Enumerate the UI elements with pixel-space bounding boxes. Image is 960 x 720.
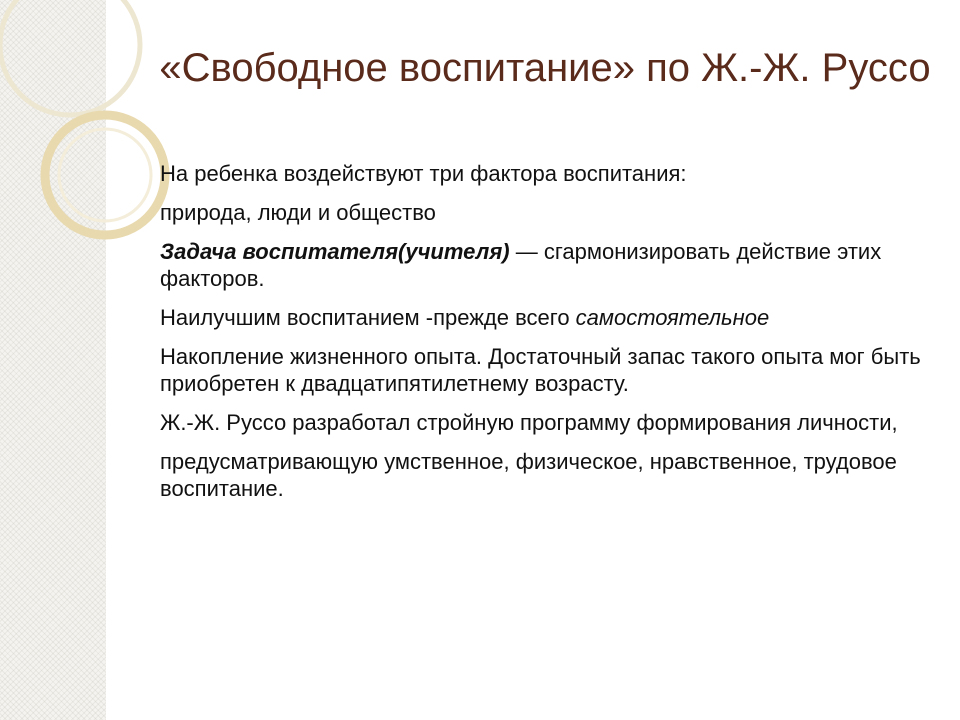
paragraph-nature-people-society: природа, люди и общество xyxy=(160,200,436,225)
best-education-text: Наилучшим воспитанием -прежде всего xyxy=(160,305,576,330)
paragraph-program: Ж.-Ж. Руссо разработал стройную программу формирования личности, xyxy=(160,410,898,435)
teacher-task-term: Задача воспитателя(учителя) xyxy=(160,239,510,264)
paragraph-factors: На ребенка воздействуют три фактора воспитания: xyxy=(160,161,687,186)
slide-title: «Свободное воспитание» по Ж.-Ж. Руссо xyxy=(159,46,931,90)
paragraph-teacher-task xyxy=(160,238,940,292)
paragraph-best-education xyxy=(160,304,940,331)
slide-body xyxy=(160,160,940,514)
medium-ring xyxy=(45,115,165,235)
paragraph-life-experience: Накопление жизненного опыта. Достаточный запас такого опыта мог быть приобретен к двадцатипятилетнему возрасту. xyxy=(160,344,921,396)
large-ring xyxy=(0,0,140,115)
teacher-task-text: — сгармонизировать действие этих факторов. xyxy=(160,239,882,291)
best-education-emphasis: самостоятельное xyxy=(575,305,770,330)
paragraph-education-types: предусматривающую умственное, физическое, нравственное, трудовое воспитание. xyxy=(160,449,897,501)
inner-ring xyxy=(59,129,151,221)
